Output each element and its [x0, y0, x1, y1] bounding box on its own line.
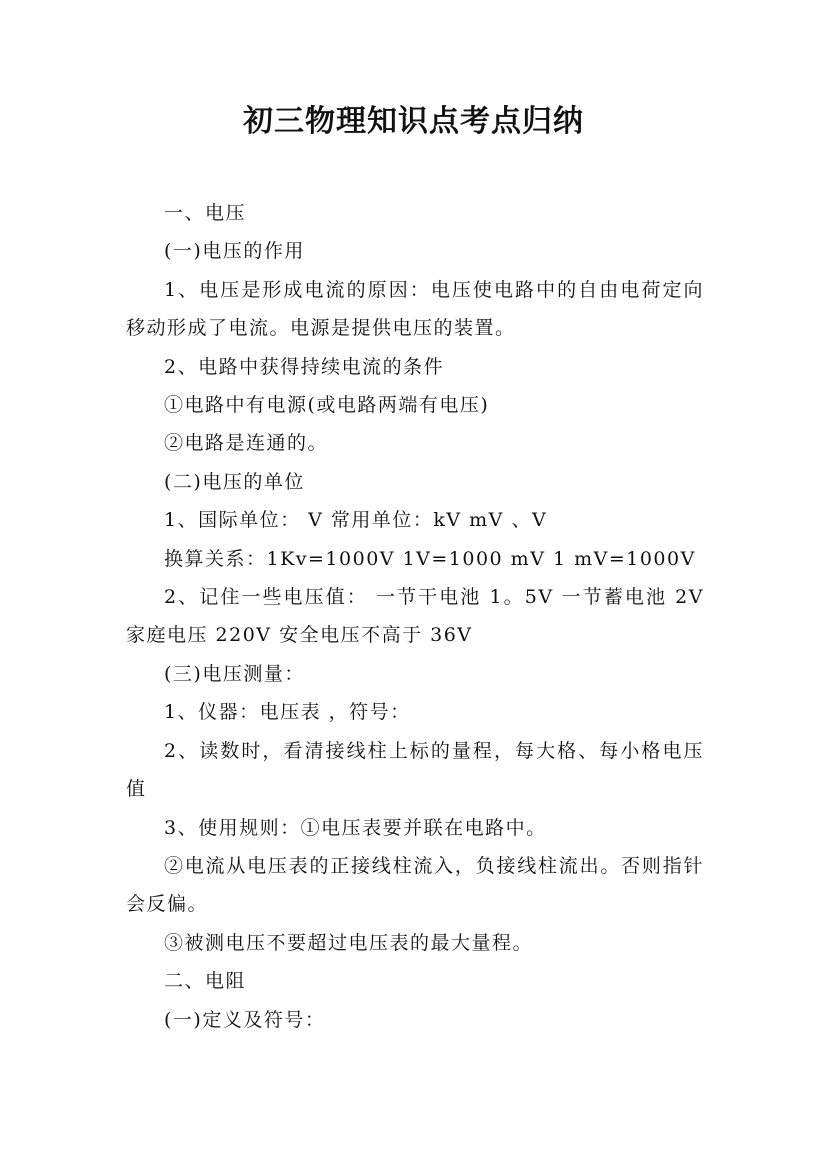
section-heading-voltage: 一、电压: [164, 202, 247, 224]
subsection-heading-voltage-measure: (三)电压测量：: [164, 662, 305, 685]
list-item-condition-2: ②电路是连通的。: [164, 432, 329, 455]
list-item-condition-1: ①电路中有电源(或电路两端有电压): [164, 394, 490, 417]
subsection-heading-voltage-effect: (一)电压的作用: [164, 240, 305, 263]
paragraph-reading: 2、读数时，看清接线柱上标的量程，每大格、每小格电压值: [126, 739, 704, 801]
paragraph-conversion: 换算关系：1Kv=1000V 1V=1000 mV 1 mV=1000V: [164, 547, 696, 570]
paragraph-voltage-cause: 1、电压是形成电流的原因：电压使电路中的自由电荷定向移动形成了电流。电源是提供电压的装置。: [126, 278, 704, 340]
paragraph-voltage-values: 2、记住一些电压值： 一节干电池 1。5V 一节蓄电池 2V 家庭电压 220V 安全电压不高于 36V: [126, 586, 704, 647]
paragraph-instrument: 1、仪器：电压表 ，符号：: [164, 701, 411, 724]
section-heading-resistance: 二、电阻: [164, 970, 247, 993]
paragraph-si-unit: 1、国际单位： V 常用单位：kV mV 、V: [164, 509, 548, 532]
document-body: [126, 194, 704, 1039]
subsection-heading-voltage-unit: (二)电压的单位: [164, 470, 305, 493]
paragraph-usage-rules: 3、使用规则：①电压表要并联在电路中。: [164, 816, 547, 839]
page-title: 初三物理知识点考点归纳: [243, 104, 584, 139]
paragraph-current-condition: 2、电路中获得持续电流的条件: [164, 355, 445, 378]
list-item-rule-3: ③被测电压不要超过电压表的最大量程。: [164, 931, 534, 954]
list-item-rule-2: ②电流从电压表的正接线柱流入，负接线柱流出。否则指针会反偏。: [126, 854, 704, 916]
subsection-heading-resistance-definition: (一)定义及符号：: [164, 1008, 326, 1031]
